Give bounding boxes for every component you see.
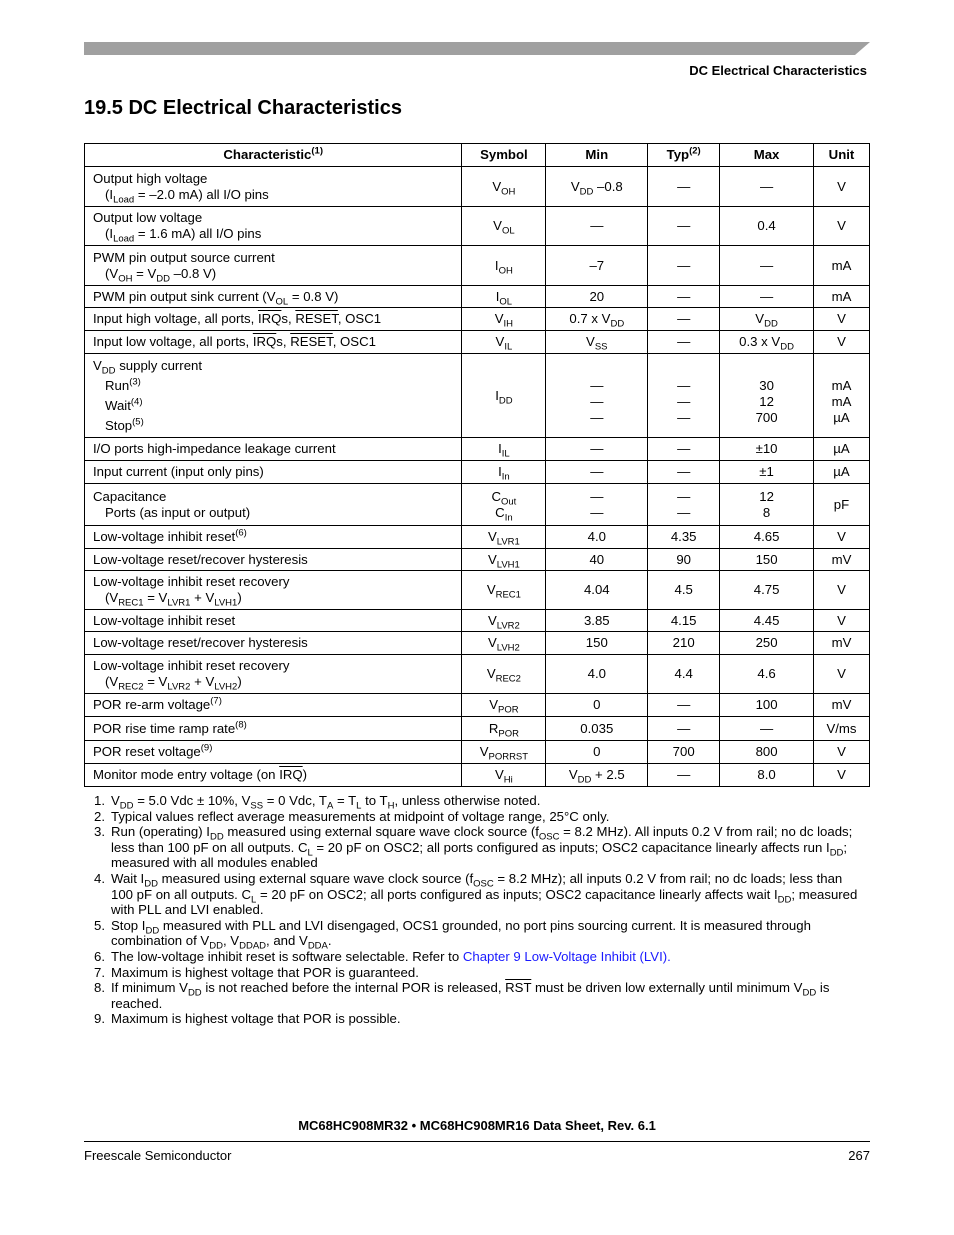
note-item: 8. If minimum $V_{DD}$ is not reached before the internal POR is released, RST must be driven low externally until minimum $V_{DD}$ is reached. — [94, 980, 830, 1011]
table-row: Capacitance Ports (as input or output) $C_{Out}$ $C_{In}$ — — — — 12 8 pF — [85, 484, 870, 526]
table-row: Low-voltage reset/recover hysteresis $V_{LVH1}$ 40 90 150 mV — [85, 549, 870, 571]
table-row: Monitor mode entry voltage (on IRQ) $V_{Hi}$ $V_{DD} + 2.5$ — 8.0 V — [85, 764, 870, 787]
table-row: Input current (input only pins) $I_{In}$ — — ±1 µA — [85, 461, 870, 484]
table-row: POR reset voltage$^{(9)}$ $V_{PORRST}$ 0 700 800 V — [85, 741, 870, 764]
col-header-symbol: Symbol — [462, 144, 546, 167]
table-row: Low-voltage inhibit reset recovery $(V_{REC2} = V_{LVR2} + V_{LVH2})$ $V_{REC2}$ 4.0 4.4 4.6 V — [85, 655, 870, 694]
col-header-unit: Unit — [814, 144, 870, 167]
table-row: Output high voltage ($I_{Load} = -2.0$ mA) all I/O pins $V_{OH}$ $V_{DD}$ –0.8 — — V — [85, 167, 870, 207]
table-row: PWM pin output source current ($V_{OH} = V_{DD}$ –0.8 V) $I_{OH}$ –7 — — mA — [85, 246, 870, 286]
table-row: I/O ports high-impedance leakage current $I_{IL}$ — — ±10 µA — [85, 438, 870, 461]
table-row: POR re-arm voltage$^{(7)}$ $V_{POR}$ 0 — 100 mV — [85, 694, 870, 717]
header-bar-shape — [84, 42, 870, 55]
note-item: 1. $V_{DD} = 5.0$ Vdc ± 10%, $V_{SS} = 0$ Vdc, $T_A = T_L$ to $T_H$, unless otherwise noted. — [94, 793, 541, 812]
document-title: MC68HC908MR32 • MC68HC908MR16 Data Sheet, Rev. 6.1 — [298, 1118, 656, 1133]
page-number: 267 — [848, 1148, 870, 1163]
table-notes — [94, 793, 860, 1027]
table-row: PWM pin output sink current ($V_{OL} = 0.8$ V) $I_{OL}$ 20 — — mA — [85, 286, 870, 308]
note-item: 4. Wait $I_{DD}$ measured using external square wave clock source ($f_{OSC} = 8.2$ MHz); all inputs 0.2 V from rail; no dc loads; less than 100 pF on all outputs. $C_L = 20$ pF on OSC2; all ports configured as inputs; OSC2 capacitance linearly affects wait $I_{DD}$; measured with PLL and LVI enabled. — [94, 870, 858, 918]
note-item: 2. Typical values reflect average measurements at midpoint of voltage range, 25°C only. — [94, 808, 610, 824]
table-row: Low-voltage reset/recover hysteresis $V_{LVH2}$ 150 210 250 mV — [85, 632, 870, 655]
col-header-characteristic: Characteristic$^{(1)}$ — [85, 144, 462, 167]
col-header-min: Min — [546, 144, 648, 167]
note-item: 3. Run (operating) $I_{DD}$ measured using external square wave clock source ($f_{OSC} = 8.2$ MHz). All inputs 0.2 V from rail; no dc loads; less than 100 pF on all outputs. $C_L = 20$ pF on OSC2; all ports configured as inputs; OSC2 capacitance linearly affects run $I_{DD}$; measured with all modules enabled — [94, 824, 853, 871]
table-row: Output low voltage ($I_{Load} = 1.6$ mA) all I/O pins $V_{OL}$ — — 0.4 V — [85, 207, 870, 246]
note-item: 7. Maximum is highest voltage that POR is guaranteed. — [94, 964, 419, 980]
footer-divider — [84, 1141, 870, 1142]
company-name: Freescale Semiconductor — [84, 1148, 232, 1163]
section-title: 19.5 DC Electrical Characteristics — [84, 97, 402, 119]
dc-characteristics-table — [84, 143, 870, 787]
table-row: Input high voltage, all ports, IRQs, RESET, OSC1 $V_{IH}$ 0.7 x $V_{DD}$ — $V_{DD}$ V — [85, 308, 870, 331]
lvi-chapter-link[interactable]: Chapter 9 Low-Voltage Inhibit (LVI). — [462, 948, 671, 964]
running-head: DC Electrical Characteristics — [689, 63, 867, 78]
table-row: $V_{DD}$ supply current Run$^{(3)}$ Wait$^{(4)}$ Stop$^{(5)}$ $I_{DD}$ — — — — — — 30 12 700 mA mA µA — [85, 354, 870, 438]
table-row: POR rise time ramp rate$^{(8)}$ $R_{POR}$ 0.035 — — V/ms — [85, 717, 870, 741]
note-item: 6. The low-voltage inhibit reset is software selectable. Refer to Chapter 9 Low-Voltage Inhibit (LVI). — [94, 948, 671, 964]
table-row: Low-voltage inhibit reset recovery $(V_{REC1} = V_{LVR1} + V_{LVH1})$ $V_{REC1}$ 4.04 4.5 4.75 V — [85, 571, 870, 610]
col-header-typ: Typ$^{(2)}$ — [648, 144, 720, 167]
table-row: Low-voltage inhibit reset$^{(6)}$ $V_{LVR1}$ 4.0 4.35 4.65 V — [85, 526, 870, 549]
header-bar — [0, 0, 954, 60]
table-header-row — [85, 144, 870, 167]
note-item: 9. Maximum is highest voltage that POR is possible. — [94, 1011, 401, 1027]
table-row: Input low voltage, all ports, IRQs, RESET, OSC1 $V_{IL}$ $V_{SS}$ — 0.3 x $V_{DD}$ V — [85, 331, 870, 354]
table-row: Low-voltage inhibit reset $V_{LVR2}$ 3.85 4.15 4.45 V — [85, 610, 870, 632]
note-item: 5. Stop $I_{DD}$ measured with PLL and LVI disengaged, OCS1 grounded, no port pins sourcing current. It is measured through combination of $V_{DD}$, $V_{DDAD}$, and $V_{DDA}$. — [94, 917, 811, 952]
col-header-max: Max — [720, 144, 814, 167]
